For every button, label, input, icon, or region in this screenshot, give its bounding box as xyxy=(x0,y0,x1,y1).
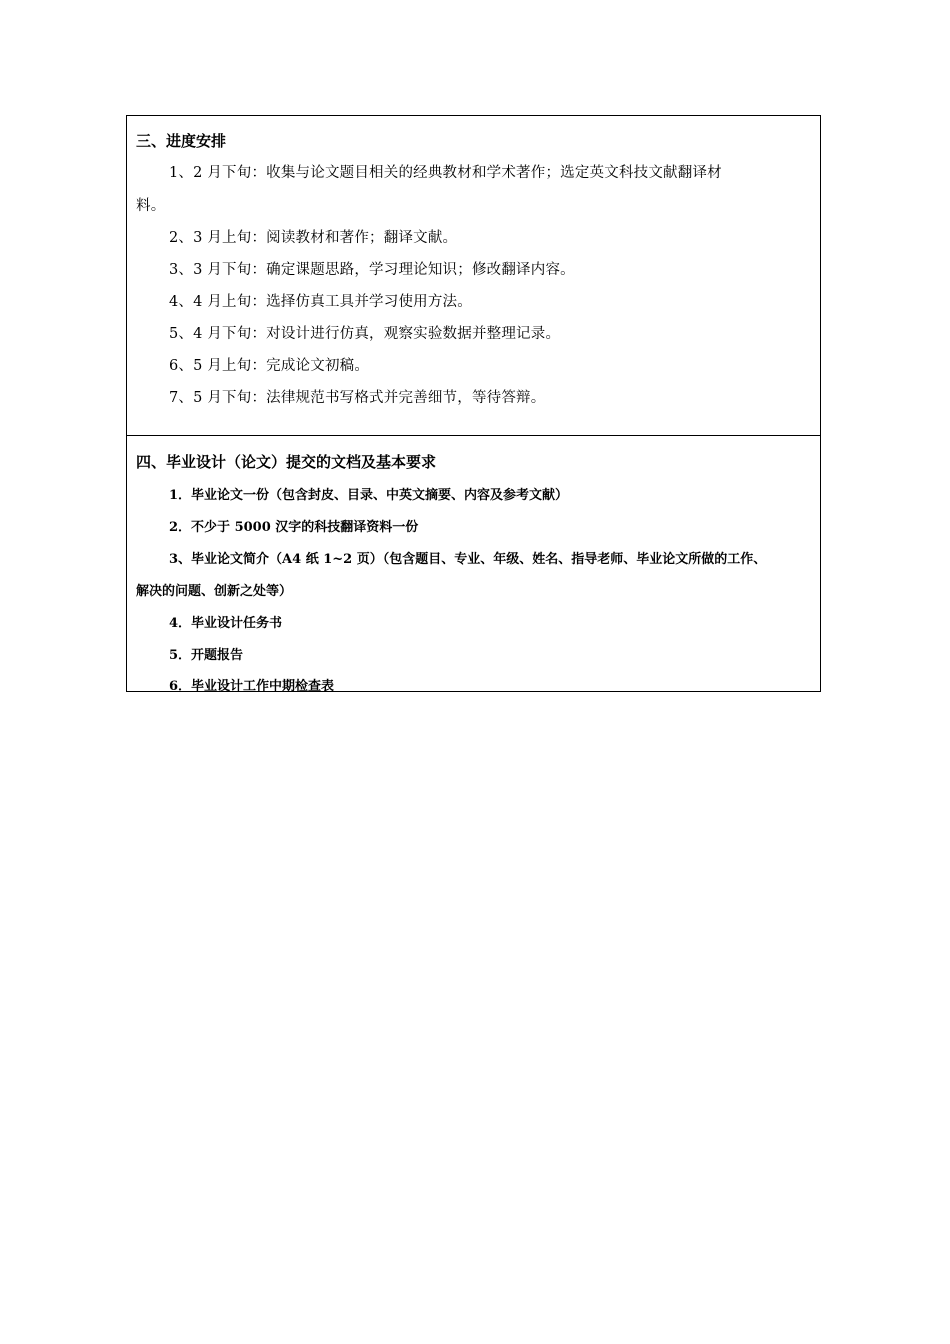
documents-heading: 四、毕业设计（论文）提交的文档及基本要求 xyxy=(136,453,437,471)
document-item: 5．开题报告 xyxy=(169,648,244,663)
document-item: 4．毕业设计任务书 xyxy=(169,616,283,631)
documents-section xyxy=(127,436,820,694)
schedule-item: 1、2 月下旬：收集与论文题目相关的经典教材和学术著作；选定英文科技文献翻译材 xyxy=(169,165,722,181)
schedule-item-continuation: 料。 xyxy=(136,198,166,214)
schedule-item: 7、5 月下旬：法律规范书写格式并完善细节，等待答辩。 xyxy=(169,390,546,406)
schedule-item: 3、3 月下旬：确定课题思路，学习理论知识；修改翻译内容。 xyxy=(169,262,575,278)
document-item: 1．毕业论文一份（包含封皮、目录、中英文摘要、内容及参考文献） xyxy=(169,488,569,503)
document-item: 2．不少于 5000 汉字的科技翻译资料一份 xyxy=(169,520,419,535)
schedule-section xyxy=(127,116,820,436)
document-item: 3、毕业论文简介（A4 纸 1~2 页）（包含题目、专业、年级、姓名、指导老师、毕业论文所做的工作、 xyxy=(169,552,767,567)
schedule-item: 2、3 月上旬：阅读教材和著作；翻译文献。 xyxy=(169,230,458,246)
schedule-heading: 三、进度安排 xyxy=(136,132,227,150)
schedule-item: 5、4 月下旬：对设计进行仿真，观察实验数据并整理记录。 xyxy=(169,326,561,342)
document-item-continuation: 解决的问题、创新之处等） xyxy=(136,584,293,599)
document-item: 6．毕业设计工作中期检查表 xyxy=(169,679,335,694)
requirements-table xyxy=(126,115,821,692)
schedule-item: 6、5 月上旬：完成论文初稿。 xyxy=(169,358,370,374)
schedule-item: 4、4 月上旬：选择仿真工具并学习使用方法。 xyxy=(169,294,472,310)
